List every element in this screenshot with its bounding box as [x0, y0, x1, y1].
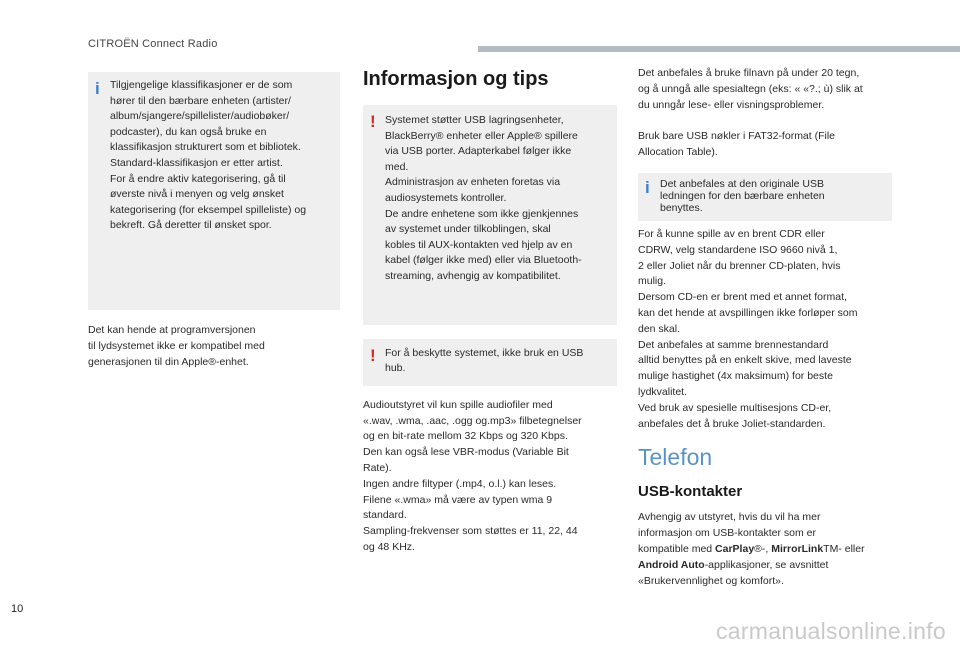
section-heading: Informasjon og tips: [363, 68, 549, 90]
paragraph: Det kan hende at programversjonen til lydsystemet ikke er kompatibel med generasjonen til din Apple®-enhet.: [88, 323, 265, 368]
header-rule: [478, 46, 960, 52]
column-1: [88, 72, 340, 370]
info-box-text: Tilgjengelige klassifikasjoner er de som hører til den bærbare enheten (artister/ album/sjangere/spillelister/audiobøker/ podcaster), du kan også bruke en klassifikasjon strukturert som et bibliotek. Standard-klassifikasjon er etter artist. For å endre aktiv kategorisering, gå til øverste nivå i menyen og velg ønsket kategorisering (for eksempel spilleliste) og bekreft. Gå deretter til ønsket spor.: [110, 79, 307, 232]
column-2: [363, 68, 617, 556]
subheading: USB-kontakter: [638, 483, 743, 501]
paragraph: For å kunne spille av en brent CDR eller CDRW, velg standardene ISO 9660 nivå 1, 2 eller Joliet når du brenner CD-platen, hvis mulig. Dersom CD-en er brent med et annet format, kan det hende at avspillingen ikke forløper som den skal. Det anbefales at samme brennestandard alltid benyttes på en enkelt skive, med laveste mulige hastighet (4x maksimum) for beste lydkvalitet. Ved bruk av spesielle multisesjons CD-er, anbefales det å bruke Joliet-standarden.: [638, 227, 858, 430]
paragraph: [638, 510, 892, 589]
watermark: carmanualsonline.info: [715, 618, 946, 644]
android-auto-term: Android Auto: [638, 558, 705, 571]
text-run: ®-,: [754, 542, 772, 555]
info-box: [88, 72, 340, 310]
page-number: 10: [11, 603, 24, 615]
text-run: TM- eller: [823, 542, 865, 555]
chapter-heading: Telefon: [638, 444, 713, 471]
column-3: [638, 67, 892, 589]
warning-box: [363, 339, 617, 386]
carplay-term: CarPlay: [715, 542, 755, 555]
paragraph: Det anbefales å bruke filnavn på under 20 tegn, og å unngå alle spesialtegn (eks: « «?.; ù) slik at du unngår lese- eller visningsproblemer.: [638, 67, 863, 111]
header-title: CITROËN Connect Radio: [88, 38, 218, 50]
info-icon: i: [645, 177, 650, 197]
paragraph: Bruk bare USB nøkler i FAT32-format (File Allocation Table).: [638, 130, 836, 159]
info-box: [638, 173, 892, 221]
info-icon: i: [95, 79, 100, 98]
warning-box-text: Systemet støtter USB lagringsenheter, BlackBerry® enheter eller Apple® spillere via USB porter. Adapterkabel følger ikke med. Administrasjon av enheten foretas via audiosystemets kontroller. De andre enhetene som ikke gjenkjennes av systemet under tilkoblingen, skal kobles til AUX-kontakten ved hjelp av en kabel (følger ikke med) eller via Bluetooth- streaming, avhengig av kompatibilitet.: [385, 114, 582, 282]
paragraph: Audioutstyret vil kun spille audiofiler med «.wav, .wma, .aac, .ogg og.mp3» filbetegnelser og en bit-rate mellom 32 Kbps og 320 Kbps. Den kan også lese VBR-modus (Variable Bit Rate). Ingen andre filtyper (.mp4, o.l.) kan leses. Filene «.wma» må være av typen wma 9 standard. Sampling-frekvenser som støttes er 11, 22, 44 og 48 KHz.: [363, 398, 582, 553]
mirrorlink-term: MirrorLink: [771, 542, 824, 555]
warning-box-text: For å beskytte systemet, ikke bruk en USB hub.: [385, 346, 584, 375]
warning-icon: !: [370, 112, 376, 131]
info-box-text: Det anbefales at den originale USB ledningen for den bærbare enheten benyttes.: [660, 177, 825, 214]
text-run: -applikasjoner, se avsnittet «Brukervennlighet og komfort».: [638, 558, 829, 587]
warning-box: [363, 105, 617, 325]
warning-icon: !: [370, 345, 376, 365]
text-run: Avhengig av utstyret, hvis du vil ha mer informasjon om USB-kontakter som er kompatible med: [638, 511, 821, 555]
